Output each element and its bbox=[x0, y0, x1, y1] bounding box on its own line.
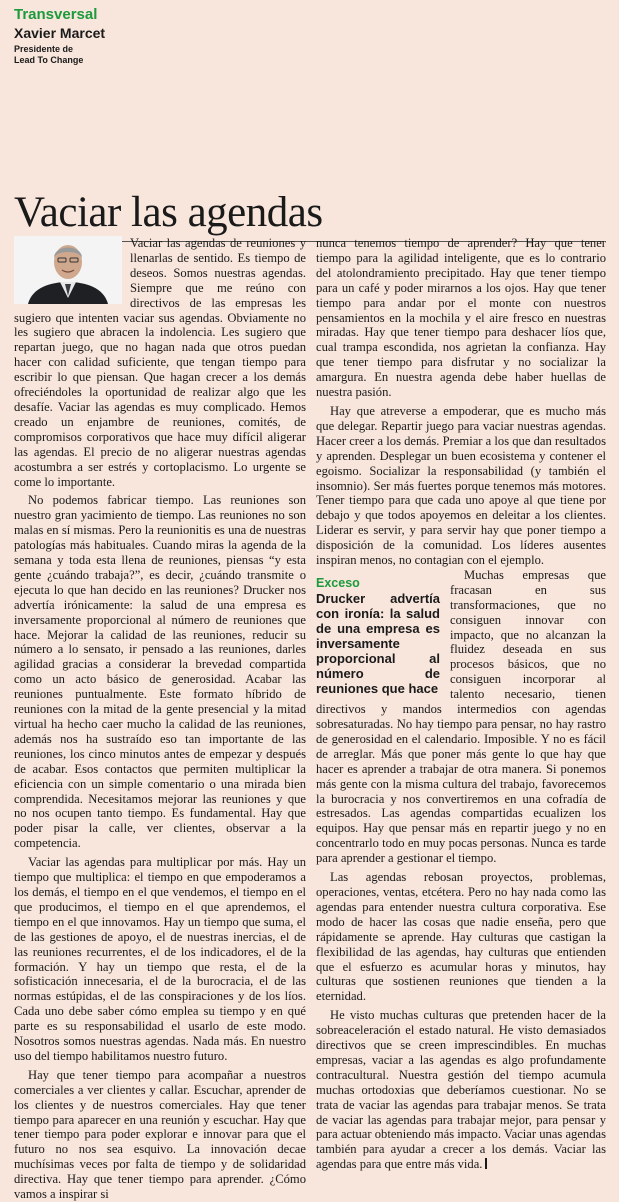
paragraph-last bbox=[316, 1008, 606, 1172]
paragraph: No podemos fabricar tiempo. Las reuniones son nuestro gran yacimiento de tiempo. Las reuniones no son malas en sí mismas. Pero la reunionitis es una de nuestras patologías más habituales. Cuando miras la agenda de la semana y toda esta llena de reuniones, piensas “y esta gente ¿cuándo trabaja?”, es decir, ¿cuándo transmite o ejecuta lo que han decido en las reuniones? Drucker nos advertía irónicamente: la salud de una empresa es inversamente proporcional al número de reuniones que hace. Mejorar la calidad de las reuniones, reducir su número a lo sensato, ir pensado a las reuniones, darles agilidad gracias a considerar la brevedad compartida como un acto básico de generosidad. Acabar las reuniones puntualmente. Este formato híbrido de reuniones con la mitad de la gente presencial y la mitad virtual ha hecho caer mucho la calidad de las reuniones, además nos ha sustraído eso tan importante de las reuniones, los cinco minutos antes de empezar y después de acabar. Esos contactos que permiten multiplicar la eficiencia con un simple comentario o una mirada bien comprendida. Necesitamos mejorar las reuniones y que no nos ocupen tanto tiempo. Es fundamental. Hay que poder pisar la calle, ver clientes, observar a la competencia. bbox=[14, 493, 306, 851]
paragraph: Las agendas rebosan proyectos, problemas, operaciones, ventas, etcétera. Pero no hay nada como las agendas para entender nuestra cultura corporativa. Ese modo de hacer las cosas que nadie enseña, pero que rápidamente se aprende. Hay culturas que castigan la flexibilidad de las agendas, hay culturas que entienden que el esfuerzo es acumular horas y minutos, hay culturas que sostienen reuniones que tienden a la eternidad. bbox=[316, 870, 606, 1004]
pull-quote-label: Exceso bbox=[316, 575, 360, 590]
paragraph-text: He visto muchas culturas que pretenden hacer de la sobreaceleración el estado natural. He visto demasiados directivos que se creen imprescindibles. En muchas empresas, vaciar a las agendas es algo profundamente contracultural. Nuestra gestión del tiempo acumula muchas ortodoxias que deberíamos cuestionar. No se trata de vaciar las agendas para trabajar menos. Se trata de vaciar las agendas para trabajar mejor, para pensar y para actuar obteniendo más impacto. Vaciar unas agendas también para ayudar a crecer a los demás. Vaciar las agendas para que entre más vida. bbox=[316, 1008, 607, 1172]
article-title: Vaciar las agendas bbox=[14, 189, 604, 242]
paragraph: Hay que tener tiempo para acompañar a nuestros comerciales a ver clientes y callar. Escuchar, aprender de los clientes y de nuestros comerciales. Hay que tener tiempo para aparecer en una reunión y escuchar. Hay que tener tiempo para poder explorar e innovar para que el futuro no nos sea esquivo. La innovación decae muchísimas veces por falta de tiempo y de solidaridad directiva. Hay que tener tiempo para aprender. ¿Cómo vamos a inspirar si bbox=[14, 1067, 306, 1202]
author-role bbox=[14, 44, 314, 66]
article-column-2 bbox=[316, 236, 606, 1172]
paragraph: Muchas empresas que fracasan en sus transformaciones, que no consiguen innovar con impacto, que no alcanzan la fluidez deseada en sus procesos básicos, que no consiguen incorporar al talento necesario, tienen directivos y mandos intermedios con agendas sobresaturadas. No hay tiempo para pensar, no hay rastro de generosidad en el calendario. Imposible. Y no es fácil de arreglar. Más que poner más gente lo que hay que hacer es aprender a trabajar de otra manera. Si ponemos más gente con la misma cultura del trabajo, favorecemos la burocracia y nos convertiremos en una cofradía de estresados. Las agendas compartidas ecualizen los equipos. Hay que pensar más en repartir juego y no en concentrarlo todo en muy pocas personas. Nunca es tarde para aprender a gestionar el tiempo. bbox=[316, 567, 606, 866]
article-column-1 bbox=[14, 236, 306, 1202]
end-mark-icon bbox=[485, 1158, 487, 1169]
paragraph: nunca tenemos tiempo de aprender? Hay que tener tiempo para la agilidad inteligente, que es lo contrario del atolondramiento precipitado. Hay que tener tiempo para un café y poder mirarnos a los ojos. Hay que tener tiempo para andar por el monte con nuestros pensamientos en la mochila y el aire fresco en nuestras miradas. Hay que tener tiempo para deshacer líos que, cual trampa escondida, nos agrietan la confianza. Hay que tener tiempo para disfrutar y no socializar la amargura. En nuestra agenda debe haber huellas de nuestra pasión. bbox=[316, 236, 606, 400]
pull-quote bbox=[316, 576, 440, 696]
paragraph: Vaciar las agendas de reuniones y llenarlas de sentido. Es tiempo de deseos. Somos nuestras agendas. Siempre que me reúno con directivos de las empresas les sugiero que intenten vaciar sus agendas. Obviamente no les sugiero que abracen la indolencia. Les sugiero que repartan juego, que no hagan nada que otros puedan hacer con calidad suficiente, que tengan tiempo para escribir lo que piensan. Que hagan crecer a los demás ofreciéndoles la oportunidad de realizar algo que les desafíe. Vaciar las agendas es muy complicado. Hemos creado un enjambre de reuniones, comités, de compromisos corporativos que hace muy difícil aligerar las agendas. El precio de no aligerar nuestras agendas acostumbra a ser estrés y cortoplacismo. Lo urgente se come lo importante. bbox=[14, 236, 306, 489]
section-label: Transversal bbox=[14, 6, 98, 23]
author-role-line1: Presidente de bbox=[14, 44, 74, 54]
pull-quote-text: Drucker advertía con ironía: la salud de una empresa es inversamente proporcional al número de reuniones que hace bbox=[316, 590, 440, 696]
author-role-line2: Lead To Change bbox=[14, 55, 84, 65]
author-photo bbox=[14, 236, 122, 304]
byline-block bbox=[14, 6, 314, 66]
paragraph: Hay que atreverse a empoderar, que es mucho más que delegar. Repartir juego para vaciar nuestras agendas. Hacer creer a los demás. Premiar a los que dan resultados y aprenden. Desplegar un buen ecosistema y contener el egoismo. Socializar la responsabilidad (y también el insomnio). Ser más fuertes porque tenemos más motores. Tener tiempo para que cada uno apoye al que tiene por debajo y que todos apoyemos en deleitar a los clientes. Liderar es servir, y para servir hay que poner tiempo a disposición de la comunidad. Los líderes ausentes inspiran menos, no contagian con el ejemplo. bbox=[316, 403, 606, 568]
portrait-illustration bbox=[14, 236, 122, 304]
paragraph: Vaciar las agendas para multiplicar por más. Hay un tiempo que multiplica: el tiempo en que empoderamos a los demás, el tiempo en el que vendemos, el tiempo en el que producimos, el tiempo en el que aprendemos, el tiempo en el que innovamos. Hay un tiempo que suma, el de las gestiones de apoyo, el de nuestras inercias, el de las reuniones recurrentes, el de los indicadores, el de la formación. Y hay un tiempo que resta, el de la sofisticación innecesaria, el de la burocracia, el de las normas estúpidas, el de las conspiraciones y de los líos. Cada uno debe saber cómo emplea su tiempo y en qué parte es su responsabilidad el usarlo de este modo. Nosotros somos nuestras agendas. Nada más. En nuestro uso del tiempo habilitamos nuestro futuro. bbox=[14, 855, 306, 1063]
author-name: Xavier Marcet bbox=[14, 25, 106, 41]
